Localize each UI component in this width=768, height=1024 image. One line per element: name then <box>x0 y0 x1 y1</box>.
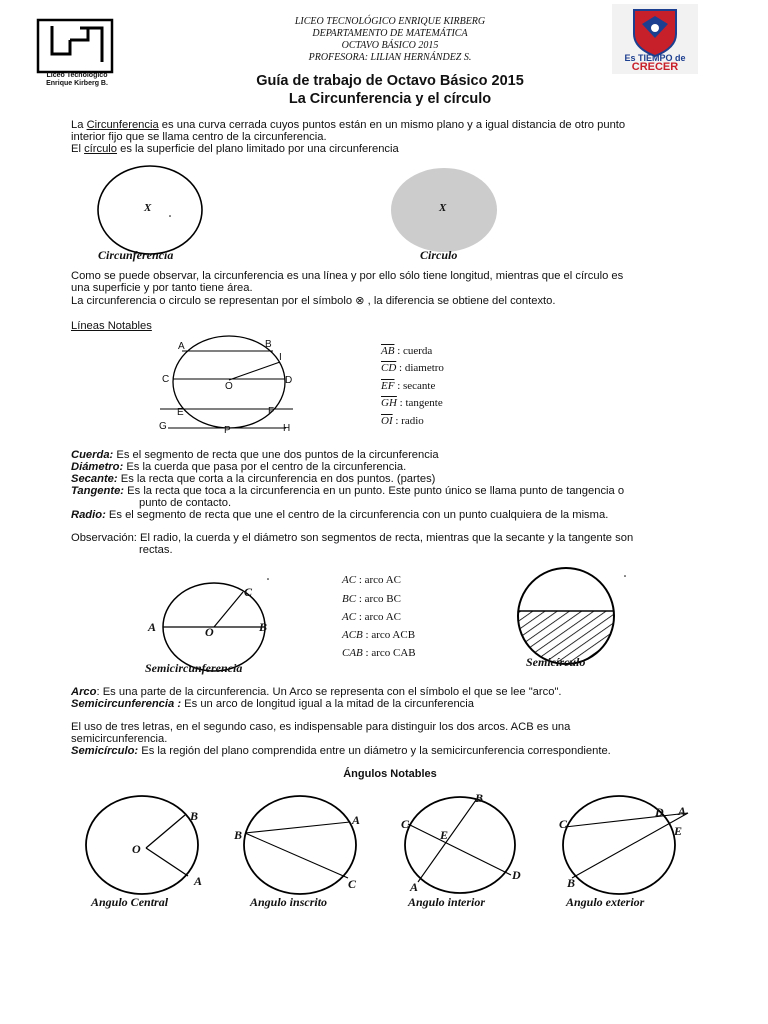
center-mark-2: X <box>439 202 447 214</box>
arc-sym: CAB <box>342 647 363 659</box>
exterior-point-d: D <box>655 805 664 819</box>
def-arco: Arco: Es una parte de la circunferencia. Un Arco se representa con el símbolo el que se lee "arco". <box>71 686 562 698</box>
legend-desc: : diametro <box>399 362 444 374</box>
exterior-point-e: E <box>674 824 683 838</box>
interior-point-b: B <box>475 791 484 805</box>
legend-desc: : cuerda <box>397 345 433 357</box>
observacion-line-2: rectas. <box>139 544 173 556</box>
crest-text-1: Es TIEMPO de <box>624 53 686 63</box>
legend-desc: : tangente <box>399 397 443 409</box>
point-c: C <box>162 374 170 385</box>
department: DEPARTAMENTO DE MATEMÁTICA <box>312 28 468 39</box>
def-radio: Radio: Es el segmento de recta que une el centro de la circunferencia con un punto cualquiera de la misma. <box>71 509 609 521</box>
point-a: A <box>178 341 185 352</box>
arc-sym: BC <box>342 593 357 605</box>
legend-seg: $\overline{GH}$ <box>381 397 397 409</box>
def-semicirculo: Semicírculo: Es la región del plano comprendida entre un diámetro y la semicircunferencia correspondiente. <box>71 745 611 757</box>
arc-sym: ACB <box>342 629 363 641</box>
lineas-notables-heading: Líneas Notables <box>71 320 152 332</box>
legend-desc: : secante <box>397 380 436 392</box>
def-semicircunferencia: Semicircunferencia : Es un arco de longitud igual a la mitad de la circunferencia <box>71 698 474 710</box>
uso-line-1: El uso de tres letras, en el segundo caso, es indispensable para distinguir los dos arcos. ACB es una <box>71 721 571 733</box>
def-tangente: Tangente: Es la recta que toca a la circunferencia en un punto. Este punto único se llama punto de tangencia o <box>71 485 625 497</box>
central-point-o: O <box>132 842 141 856</box>
exterior-point-c: C <box>559 817 568 831</box>
observacion-line-1: Observación: El radio, la cuerda y el diámetro son segmentos de recta, mientras que la secante y la tangente son <box>71 532 634 544</box>
point-g: G <box>159 421 167 432</box>
arc-desc: : arco ACB <box>365 629 416 641</box>
interior-point-a: A <box>410 880 419 894</box>
def-cuerda: Cuerda: Es el segmento de recta que une dos puntos de la circunferencia <box>71 449 439 461</box>
label-circulo: Circulo <box>420 248 458 262</box>
label-angulo-inscrito: Angulo inscrito <box>250 895 328 909</box>
logo-text-1: Liceo Tecnológico <box>46 72 108 79</box>
arc-desc: : arco AC <box>358 611 401 623</box>
circle-times-symbol: ⊗ <box>355 295 365 307</box>
label-circunferencia: Circunferencia <box>98 248 174 262</box>
angulos-heading: Ángulos Notables <box>343 768 437 780</box>
point-d: D <box>285 375 293 386</box>
def-diametro: Diámetro: Es la cuerda que pasa por el centro de la circunferencia. <box>71 461 407 473</box>
point-p: P <box>224 425 231 436</box>
legend-seg: $\overline{AB}$ <box>381 345 395 357</box>
arc-desc: : arco CAB <box>365 647 416 659</box>
inscrito-point-a: A <box>352 813 361 827</box>
point-b: B <box>265 339 272 350</box>
title-line-2: La Circunferencia y el círculo <box>288 91 492 107</box>
legend-desc: : radio <box>395 415 424 427</box>
logo-text-2: Enrique Kirberg B. <box>46 80 108 87</box>
para2-line-3: La circunferencia o circulo se representan por el símbolo ⊗ , la diferencia se obtiene del contexto. <box>71 295 556 307</box>
teacher: PROFESORA: LILIAN HERNÁNDEZ S. <box>308 52 472 63</box>
para2-line-1: Como se puede observar, la circunferencia es una línea y por ello sólo tiene longitud, mientras que el círculo es <box>71 270 624 282</box>
semi-point-o: O <box>205 625 214 639</box>
legend-seg: $\overline{CD}$ <box>381 362 397 374</box>
def-secante: Secante: Es la recta que corta a la circunferencia en dos puntos. (partes) <box>71 473 436 485</box>
semi-point-a: A <box>148 620 157 634</box>
arc-sym: AC <box>342 574 357 586</box>
interior-point-e: E <box>440 828 449 842</box>
point-f: F <box>268 406 275 417</box>
label-angulo-exterior: Angulo exterior <box>566 895 645 909</box>
exterior-point-a: A <box>678 804 687 818</box>
arc-sym: AC <box>342 611 357 623</box>
course: OCTAVO BÁSICO 2015 <box>341 40 439 51</box>
interior-point-c: C <box>401 817 410 831</box>
point-h: H <box>283 423 291 434</box>
intro-line-3: El círculo es la superficie del plano limitado por una circunferencia <box>71 143 399 155</box>
exterior-point-b: B <box>567 876 576 890</box>
figure-circunferencia-circulo <box>0 160 768 260</box>
central-point-b: B <box>190 809 199 823</box>
label-angulo-central: Angulo Central <box>91 895 169 909</box>
intro-line-1: La Circunferencia es una curva cerrada cuyos puntos están en un mismo plano y a igual distancia de otro punto <box>71 119 626 131</box>
central-point-a: A <box>194 874 203 888</box>
point-o: O <box>225 381 233 392</box>
term-circunferencia: Circunferencia <box>86 119 159 131</box>
center-mark-1: X <box>144 202 152 214</box>
point-i: I <box>279 352 282 363</box>
label-angulo-interior: Angulo interior <box>408 895 486 909</box>
semi-point-c: C <box>244 585 253 599</box>
def-tangente-cont: punto de contacto. <box>139 497 232 509</box>
point-e: E <box>177 407 184 418</box>
intro-line-2: interior fijo que se llama centro de la circunferencia. <box>71 131 327 143</box>
inscrito-point-c: C <box>348 877 357 891</box>
uso-line-2: semicircunferencia. <box>71 733 168 745</box>
crest-text-2: CRECER <box>631 61 679 73</box>
title-line-1: Guía de trabajo de Octavo Básico 2015 <box>256 73 524 89</box>
figure-angulos <box>0 790 768 900</box>
para2-line-2: una superficie y por tanto tiene área. <box>71 282 253 294</box>
school-crest <box>612 4 698 74</box>
label-semicircunferencia: Semicircunferencia <box>145 661 243 675</box>
legend-seg: $\overline{OI}$ <box>381 415 393 427</box>
school-logo <box>36 18 118 90</box>
interior-point-d: D <box>512 868 521 882</box>
label-semicirculo: Semicírculo <box>526 655 586 669</box>
arc-desc: : arco BC <box>358 593 401 605</box>
semi-point-b: B <box>259 620 268 634</box>
inscrito-point-b: B <box>234 828 243 842</box>
legend-seg: $\overline{EF}$ <box>381 380 395 392</box>
term-circulo: círculo <box>84 143 118 155</box>
arc-desc: : arco AC <box>358 574 401 586</box>
school-name: LICEO TECNOLÓGICO ENRIQUE KIRBERG <box>294 16 486 27</box>
